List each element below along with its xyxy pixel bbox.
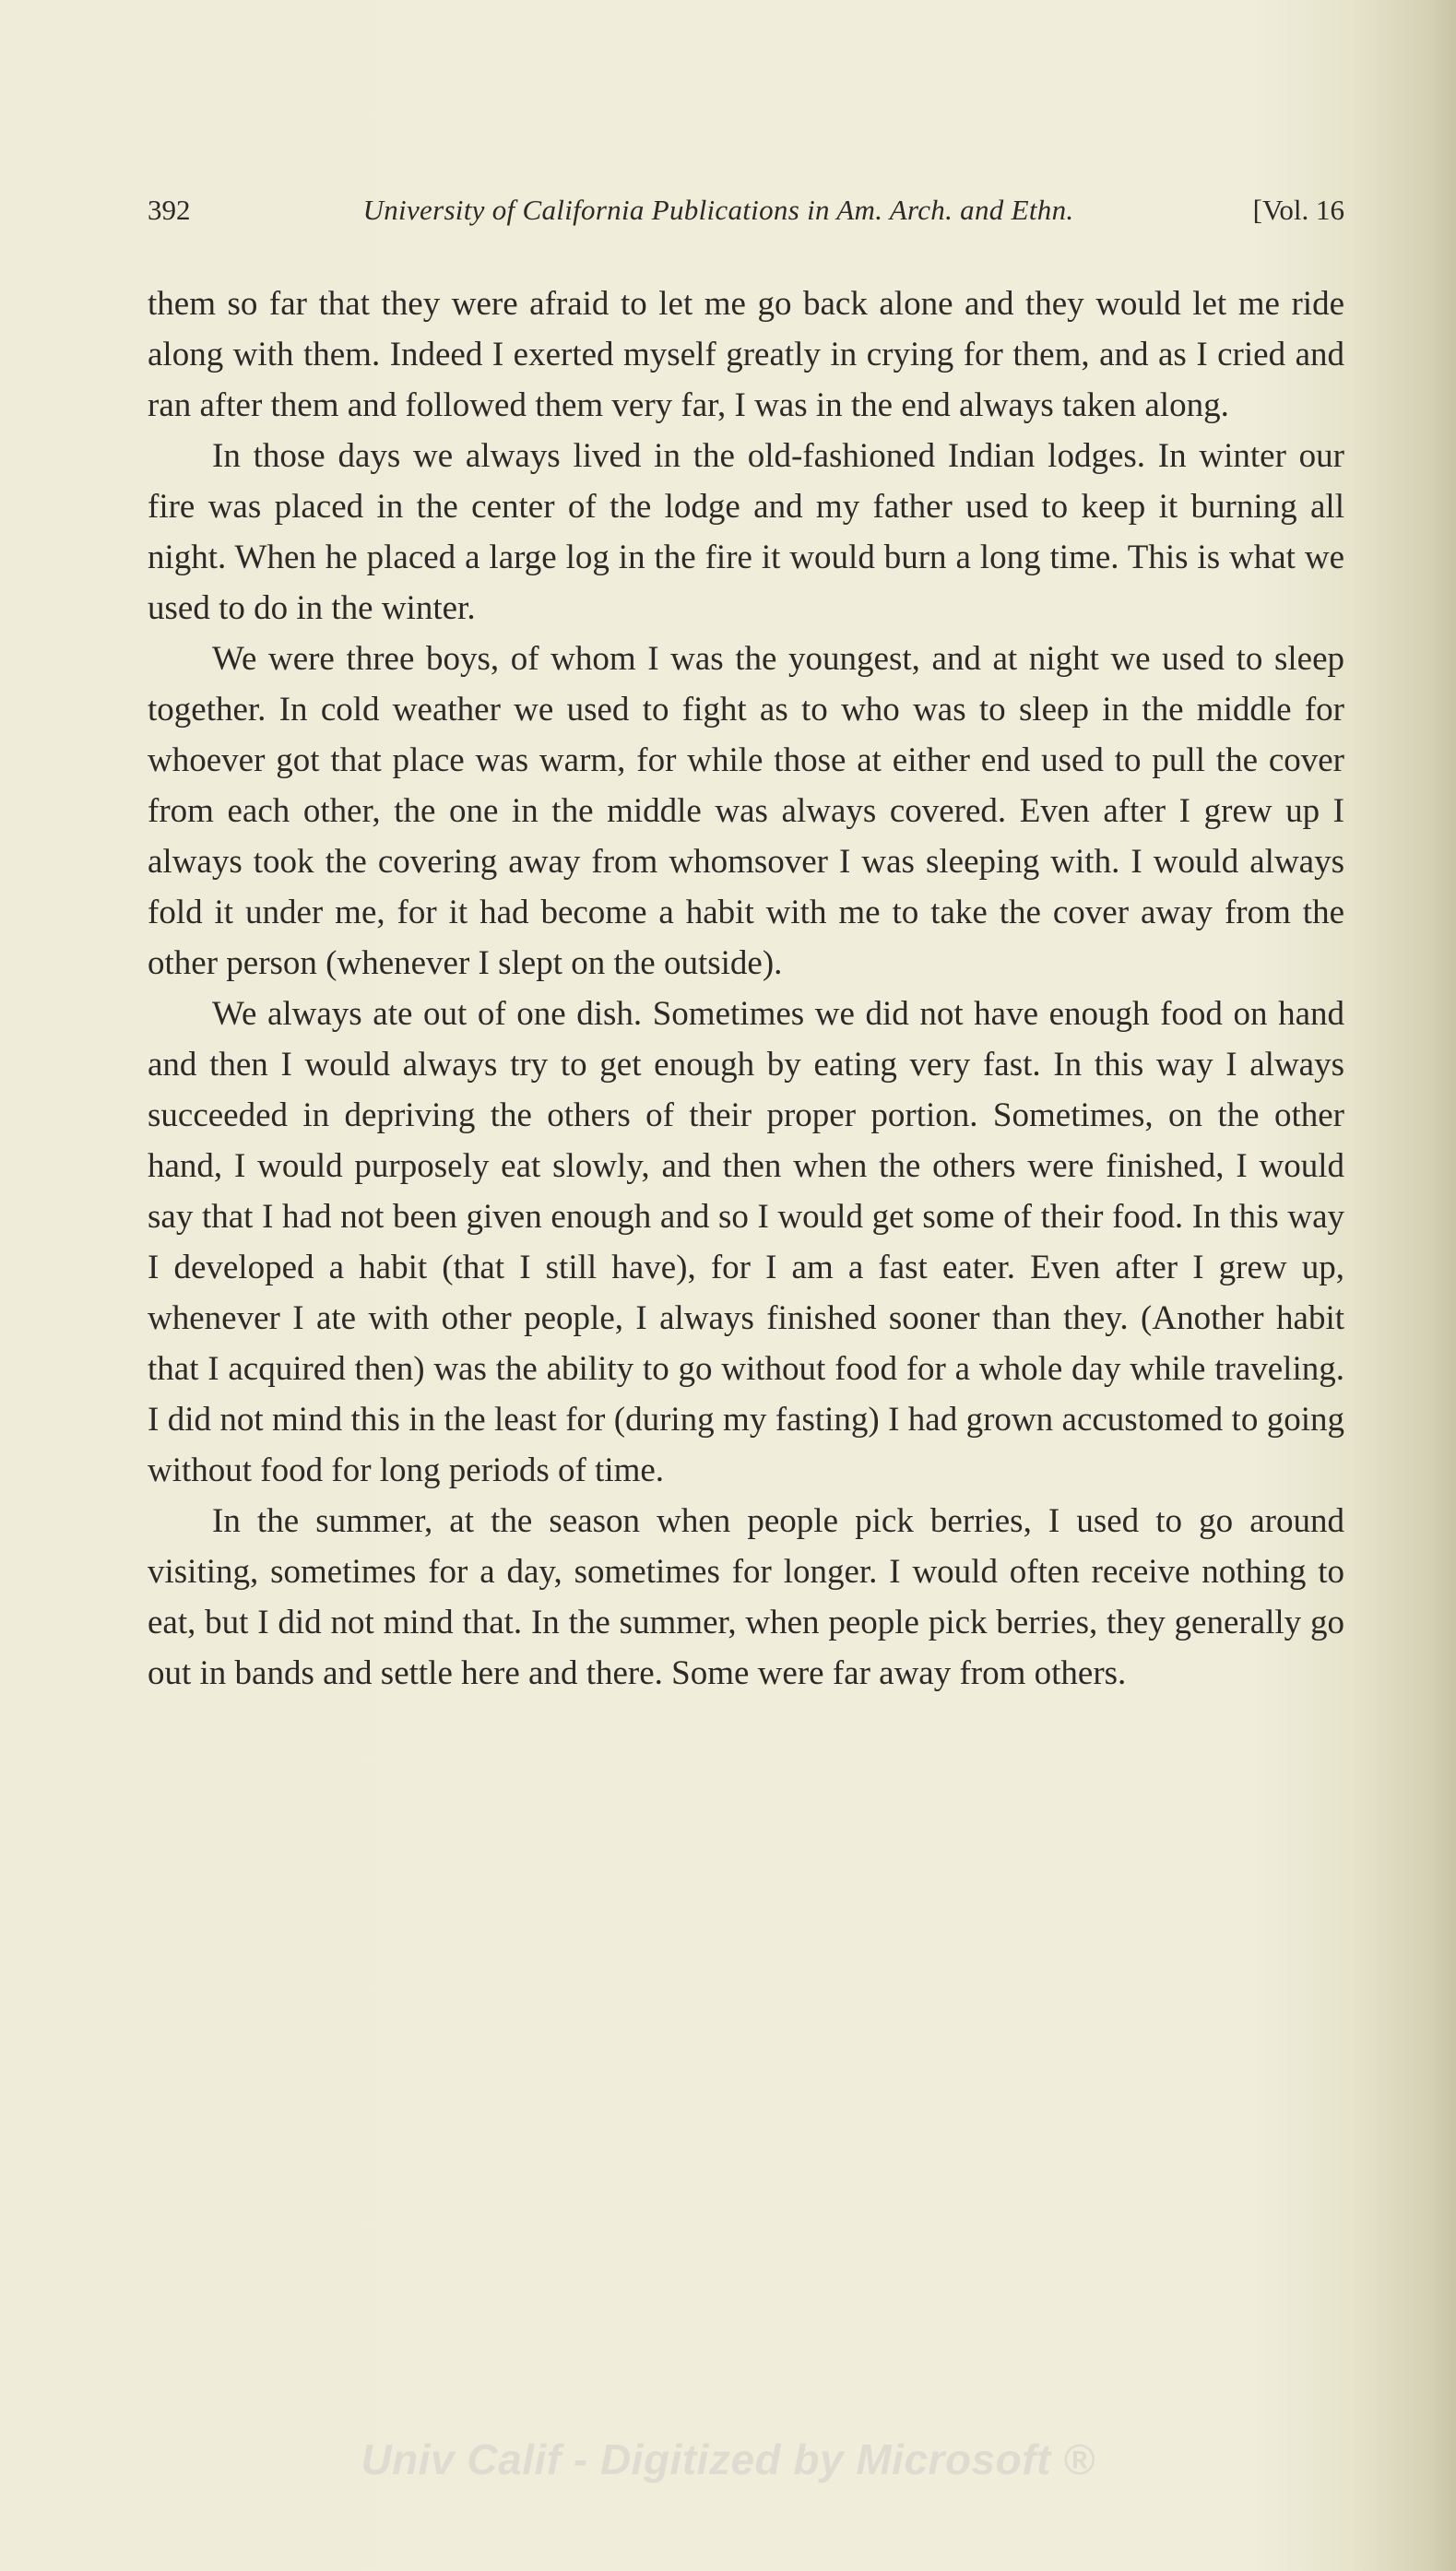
page-number: 392 (148, 194, 191, 226)
running-title: University of California Publications in Am. Arch. and Ethn. (362, 194, 1074, 226)
paragraph-continued: them so far that they were afraid to let me go back alone and they would let me ride along with them. Indeed I exerted myself greatly in crying for them, and as I cried and ran after them and followed them very far, I was in the end always taken along. (148, 285, 1344, 424)
body-text (148, 278, 1344, 1699)
paragraph-lodges: In those days we always lived in the old-fashioned Indian lodges. In winter our fire was placed in the center of the lodge and my father used to keep it burning all night. When he placed a large log in the fire it would burn a long time. This is what we used to do in the winter. (148, 437, 1344, 627)
paragraph-summer-berries: In the summer, at the season when people pick berries, I used to go around visiting, sometimes for a day, sometimes for longer. I would often receive nothing to eat, but I did not mind that. In the summer, when people pick berries, they generally go out in bands and settle here and there. Some were far away from others. (148, 1502, 1344, 1692)
paragraph-three-boys: We were three boys, of whom I was the youngest, and at night we used to sleep together. In cold weather we used to fight as to who was to sleep in the middle for whoever got that place was warm, for while those at either end used to pull the cover from each other, the one in the middle was always covered. Even after I grew up I always took the covering away from whomsover I was sleeping with. I would always fold it under me, for it had become a habit with me to take the cover away from the other person (whenever I slept on the outside). (148, 640, 1344, 982)
volume-label: [Vol. 16 (1252, 194, 1344, 226)
digitization-watermark: Univ Calif - Digitized by Microsoft ® (361, 2435, 1095, 2483)
running-header (148, 190, 1344, 231)
paragraph-one-dish: We always ate out of one dish. Sometimes we did not have enough food on hand and then I would always try to get enough by eating very fast. In this way I always succeeded in depriving the others of their proper portion. Sometimes, on the other hand, I would purposely eat slowly, and then when the others were finished, I would say that I had not been given enough and so I would get some of their food. In this way I developed a habit (that I still have), for I am a fast eater. Even after I grew up, whenever I ate with other people, I always finished sooner than they. (Another habit that I acquired then) was the ability to go without food for a whole day while traveling. I did not mind this in the least for (during my fasting) I had grown accustomed to going without food for long periods of time. (148, 995, 1344, 1489)
